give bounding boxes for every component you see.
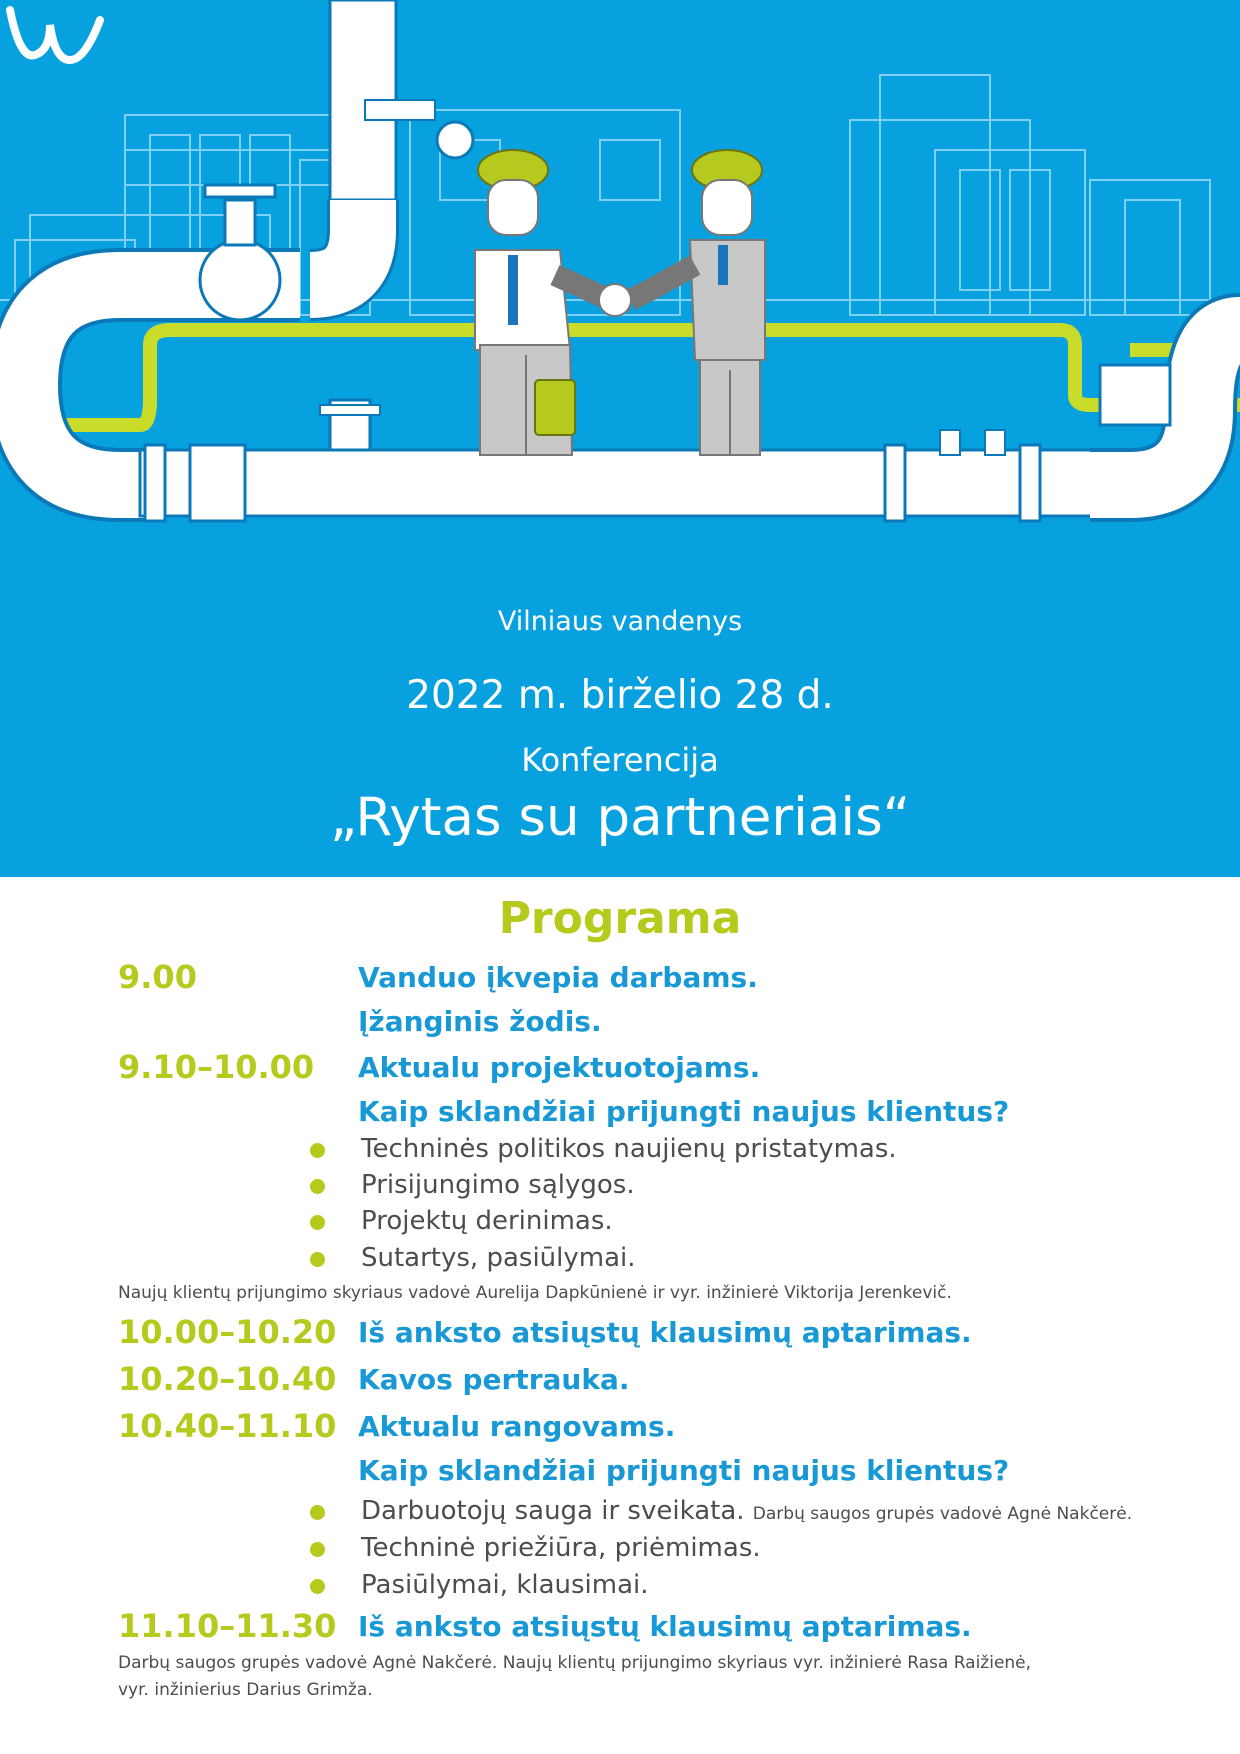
session-time: 11.10–11.30 xyxy=(118,1607,337,1645)
agenda-item-text: Darbuotojų sauga ir sveikata. xyxy=(361,1496,745,1526)
main-pipe xyxy=(25,0,1240,521)
speaker-note: Naujų klientų prijungimo skyriaus vadovė Aurelija Dapkūnienė ir vyr. inžinierė Viktorija Jerenkevič. xyxy=(118,1283,952,1303)
agenda-item: Projektų derinimas. xyxy=(361,1206,613,1236)
session-topic: Kaip sklandžiai prijungti naujus klientus? xyxy=(358,1095,1010,1128)
bullet-icon xyxy=(310,1542,325,1557)
bullet-icon xyxy=(310,1579,325,1594)
bullet-icon xyxy=(310,1252,325,1267)
speaker-note: Darbų saugos grupės vadovė Agnė Nakčerė. xyxy=(752,1504,1133,1524)
handshake-figures xyxy=(475,150,765,455)
agenda-item: Techninė priežiūra, priėmimas. xyxy=(361,1533,761,1563)
session-topic: Kavos pertrauka. xyxy=(358,1363,630,1396)
bullet-icon xyxy=(310,1179,325,1194)
session-time: 10.40–11.10 xyxy=(118,1407,337,1445)
session-topic: Įžanginis žodis. xyxy=(358,1005,602,1038)
session-topic: Iš anksto atsiųstų klausimų aptarimas. xyxy=(358,1610,972,1643)
session-topic: Iš anksto atsiųstų klausimų aptarimas. xyxy=(358,1316,972,1349)
bullet-icon xyxy=(310,1215,325,1230)
speaker-note: Darbų saugos grupės vadovė Agnė Nakčerė. Naujų klientų prijungimo skyriaus vyr. inžinierė Rasa Raižienė, xyxy=(118,1653,1032,1673)
agenda-item: Pasiūlymai, klausimai. xyxy=(361,1570,649,1600)
agenda-item: Prisijungimo sąlygos. xyxy=(361,1170,635,1200)
agenda-item: Sutartys, pasiūlymai. xyxy=(361,1243,636,1273)
program-title: Programa xyxy=(498,893,742,944)
session-topic: Kaip sklandžiai prijungti naujus klientus? xyxy=(358,1454,1010,1487)
session-time: 10.00–10.20 xyxy=(118,1313,337,1351)
agenda-item: Techninės politikos naujienų pristatymas. xyxy=(361,1134,897,1164)
event-kind: Konferencija xyxy=(521,741,719,779)
speaker-note: vyr. inžinierius Darius Grimža. xyxy=(118,1680,373,1700)
session-time: 9.00 xyxy=(118,958,197,996)
event-date: 2022 m. birželio 28 d. xyxy=(406,673,834,718)
session-topic: Vanduo įkvepia darbams. xyxy=(358,961,758,994)
session-topic: Aktualu projektuotojams. xyxy=(358,1051,761,1084)
event-title: „Rytas su partneriais“ xyxy=(329,787,911,848)
session-topic: Aktualu rangovams. xyxy=(358,1410,676,1443)
bullet-icon xyxy=(310,1505,325,1520)
session-time: 10.20–10.40 xyxy=(118,1360,337,1398)
bullet-icon xyxy=(310,1143,325,1158)
brand-name: Vilniaus vandenys xyxy=(497,606,743,637)
session-time: 9.10–10.00 xyxy=(118,1048,315,1086)
vilniaus-vandenys-logo xyxy=(0,0,120,70)
agenda-item xyxy=(361,1496,1132,1526)
